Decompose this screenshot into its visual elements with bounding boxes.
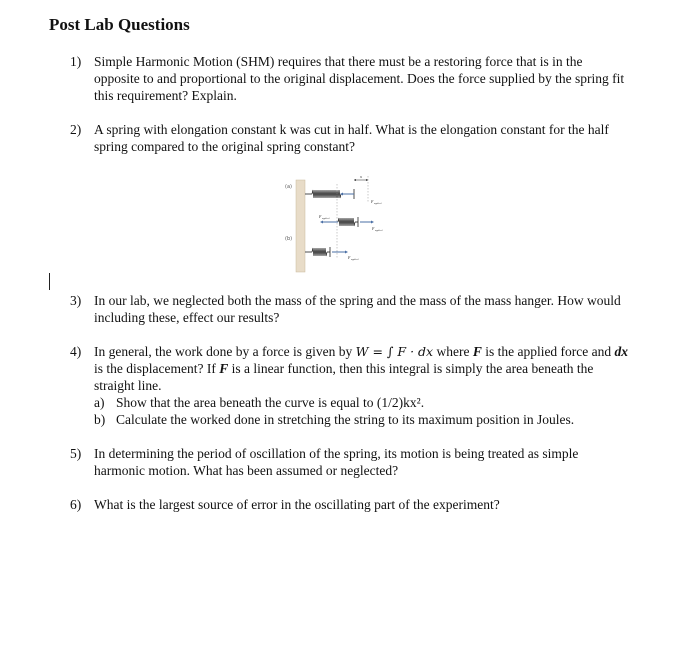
question-3: [70, 292, 630, 326]
label-applied-bottom: F: [348, 255, 351, 260]
svg-text:applied: applied: [374, 202, 382, 205]
question-1: [70, 53, 630, 104]
spring-mid: [338, 218, 355, 226]
var-F: F: [219, 361, 229, 376]
question-4: [70, 343, 630, 428]
question-5: [70, 445, 630, 479]
label-a: (a): [285, 184, 292, 190]
text-cursor: [49, 273, 50, 290]
question-text: In our lab, we neglected both the mass of the spring and the mass of the mass hanger. How would including these, effect our results?: [94, 293, 621, 325]
question-text: Simple Harmonic Motion (SHM) requires that there must be a restoring force that is in the opposite to and proportional to the original displacement. Does the force supplied by the spring fit this requirement? Explain.: [94, 54, 625, 103]
label-x: x: [360, 174, 362, 179]
question-number: 2): [70, 122, 82, 137]
sub-question-b: b) Calculate the worked done in stretching the string to its maximum position in Joules.: [94, 412, 575, 427]
svg-text:applied: applied: [351, 258, 359, 261]
work-formula: W = ∫ F · dx: [355, 344, 434, 359]
var-F: F: [472, 344, 482, 359]
var-dx: dx: [614, 344, 629, 359]
label-applied-mid-left: F: [319, 214, 322, 219]
svg-text:applied: applied: [322, 217, 330, 220]
question-text: A spring with elongation constant k was cut in half. What is the elongation constant for the half spring compared to the original spring constant?: [94, 122, 609, 154]
question-number: 3): [70, 293, 82, 308]
label-applied-mid-right: F: [372, 226, 375, 231]
svg-text:applied: applied: [375, 229, 383, 232]
question-number: 6): [70, 497, 82, 512]
label-applied-top: F: [371, 199, 374, 204]
question-number: 1): [70, 54, 82, 69]
question-text: What is the largest source of error in the oscillating part of the experiment?: [94, 497, 500, 512]
question-2: [70, 121, 630, 155]
label-b: (b): [285, 236, 293, 242]
question-6: [70, 496, 630, 513]
page-title: Post Lab Questions: [49, 15, 190, 34]
question-text: In determining the period of oscillation of the spring, its motion is being treated as simple harmonic motion. What has been assumed or neglected?: [94, 446, 579, 478]
question-number: 4): [70, 344, 82, 359]
spring-top: [312, 190, 341, 198]
spring-diagram: [282, 172, 402, 274]
spring-figure: [282, 172, 402, 274]
wall: [296, 180, 305, 272]
question-number: 5): [70, 446, 82, 461]
question-text: In general, the work done by a force is given by W = ∫ F · dx where F is the applied force and dx is the displacement? If F is a linear function, then this integral is simply the area beneath the straight line. a) Show that the area beneath the curve is equal to (1/2)kx². b) Calculate the worked done in stretching the string to its maximum position in Joules.: [94, 344, 629, 427]
spring-bottom: [312, 248, 327, 256]
sub-question-a: a) Show that the area beneath the curve is equal to (1/2)kx².: [94, 395, 425, 410]
